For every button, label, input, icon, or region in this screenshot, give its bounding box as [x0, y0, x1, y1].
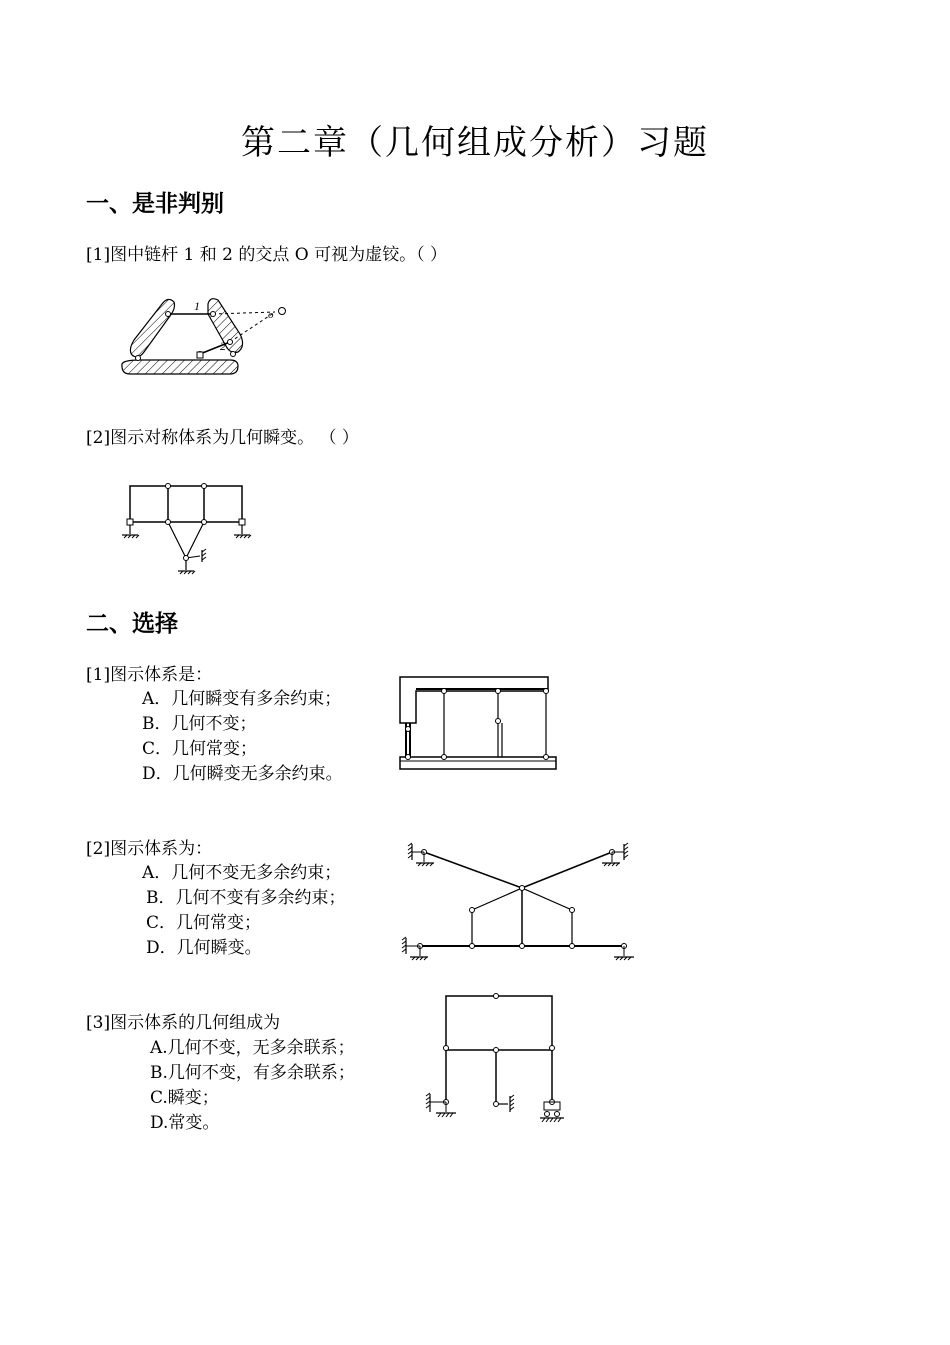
- section-heading-choice: 二、选择: [86, 611, 178, 637]
- section-heading-true-false: 一、是非判别: [86, 191, 224, 217]
- question-2-2-option-b: B．几何不变有多余约束；: [146, 888, 346, 908]
- question-2-1-option-d: D．几何瞬变无多余约束。: [142, 764, 343, 784]
- question-2-3-option-b: B.几何不变，有多余联系；: [150, 1063, 355, 1083]
- figure-2-3-frame: [422, 990, 572, 1130]
- page-title: 第二章（几何组成分析）习题: [241, 123, 709, 163]
- fig-label-bar-2: 2: [220, 339, 226, 353]
- question-2-3-option-c: C.瞬变；: [150, 1088, 219, 1108]
- question-2-1-option-b: B．几何不变；: [142, 714, 257, 734]
- question-2-2-option-a: A．几何不变无多余约束；: [142, 863, 342, 883]
- question-2-2-option-c: C．几何常变；: [146, 913, 262, 933]
- fig-label-bar-1: 1: [194, 299, 200, 313]
- question-2-1-text: [1]图示体系是：: [86, 665, 213, 685]
- question-1-2-text: [2]图示对称体系为几何瞬变。 （ ）: [86, 428, 359, 448]
- figure-1-2-symmetric-frame: [118, 478, 258, 580]
- figure-2-1-frame: [398, 673, 560, 773]
- question-2-2-option-d: D．几何瞬变。: [146, 938, 262, 958]
- fig-label-point-o: o: [268, 309, 274, 321]
- question-1-1-text: [1]图中链杆 1 和 2 的交点 O 可视为虚铰。（ ）: [86, 245, 447, 265]
- question-2-1-option-c: C．几何常变；: [142, 739, 258, 759]
- question-2-3-option-a: A.几何不变，无多余联系；: [150, 1038, 355, 1058]
- question-2-1-option-a: A．几何瞬变有多余约束；: [142, 689, 342, 709]
- figure-1-1-linkage: [110, 290, 300, 385]
- figure-2-2-cross-frame: [398, 838, 638, 970]
- question-2-2-text: [2]图示体系为：: [86, 839, 213, 859]
- question-2-3-text: [3]图示体系的几何组成为: [86, 1013, 281, 1033]
- question-2-3-option-d: D.常变。: [150, 1113, 220, 1133]
